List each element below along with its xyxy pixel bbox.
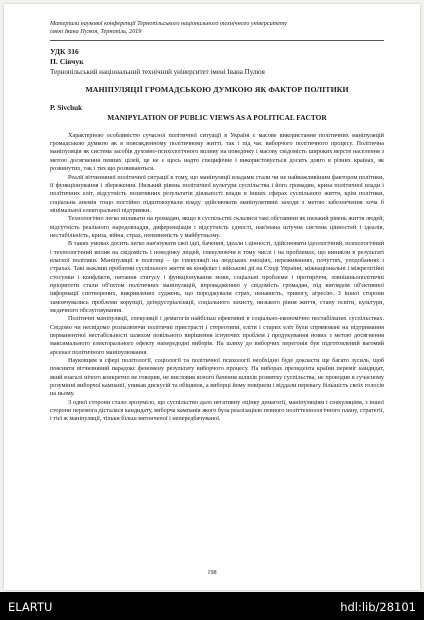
page-number: 198 [207,569,217,576]
body-paragraph: Технологічно легко впливати на громадян, якщо в суспільстві склалися такі обставини як низький рівень життя людей, відсутність реального народовладдя, диференціація і відсутність єдності, нав'язана штучна система цінностей і ідеалів, нестабільність, криза, війна, страх, непевненість у майбутньому. [50,215,384,239]
body-paragraph: Характерною особливістю сучасної політичної ситуації в Україні є масове використання політичних маніпуляцій громадською думкою як в повсякденному політичному житті, так і під час виборчого політичного процесу. Політична маніпуляція як система засобів духовно-психологічного впливу на поведінку і масову свідомість широких верств населення з метою досягнення певних цілей, це не є щось надто специфічне і використовується досить довго в різних країнах, як розвинутих, так і тих що розвиваються. [50,131,384,173]
body-paragraph: В таких умовах досить легко нав'язувати свої ідеї, бачення, ідеали і цінності, здійснювати ідеологічний, психологічний і технологічний вплив на свідомість і поведінку людей, спекулюючи в тому числі і на проблемах, що виникли в результаті власної політики. Маніпуляції в політиці – це спекуляції на людських емоціях, переживаннях, почуттях, уподобаннях і страхах. Такі важливі проблеми суспільного життя як конфлікт і військові дії на Сході України, міжнаціональні і міжрелігійні стосунки і конфлікти, питання статусу і функціонування мови, соціальні проблеми і протиріччя, зовнішньополітичні пріоритети стали об'єктом політичних маніпуляцій, впровадженню у свідомість громадян, під виглядом об'єктивної інформації спотворених, викривлених суджень, що породжували страх, ненависть, тривогу, агресію. З іншої сторони замовчувались проблеми корупції, деіндустріалізації, соціального захисту, низького рівня життя, стану освіти, культури, медичного обслуговування. [50,240,384,314]
conference-header [50,20,384,41]
author-name: П. Сівчук [50,57,84,67]
body-paragraph: З одної сторони стало зрозуміло, що суспільство дало негативну оцінку демагогії, маніпуляціям і спекуляціям, з іншої сторони перемога дісталася кандидату, виборча кампанія якого була реалізацією певного політтехнологічного плану, стратегії, і тієї ж маніпуляції, тільки більш витонченої і непередбачуваної. [50,398,384,423]
repository-name: ELARTU [8,600,53,614]
document-page [4,4,420,590]
article-body [50,132,384,424]
conference-header-line-2: імені Івана Пулюя, Тернопіль, 2019 [50,27,142,35]
repository-footer-bar [0,592,424,620]
body-paragraph: Політичні маніпуляції, спекуляції і демагогія найбільш ефективні в соціально-економічно нестабільних суспільствах. Свідомо чи несвідомо розпалюючи політичні пристрасті і стереотипи, еліти і старих еліт були спрямовані на підтримання перманентної нестабільності шляхом повільного вирішення існуючих проблем і продукування нових з метою досягнення максимального електорального ефекту напередодні виборів. На шляху до виборчих перегонів був підготовлений вагомий арсенал політичного маніпулювання. [50,315,384,356]
author-affiliation: Тернопільський національний технічний університет імені Івана Пулюя [50,68,265,77]
body-paragraph: Реалії вітчизняної політичної ситуації в тому, що маніпуляції владами стали чи не найважливішим фактором політики, її функціонування і збереження. Низький рівень політичної культури суспільства і його громадян, криза політичної влади і політичних еліт, відсутність позитивних результатів діяльності влади в інших сферах суспільного життя, крім політики, соціальна анемія тощо постійно підштовхували владу здійснювати маніпулятивні заходи з метою забезпечення хоча б мінімальної електоральної підтримки. [50,173,384,214]
article-title-english: MANIPYLATION OF PUBLIC VIEWS AS A POLITICAL FACTOR [107,112,327,122]
udk-code: УДК 316 [50,47,79,57]
handle-identifier: hdl:lib/28101 [340,600,416,614]
conference-header-line-1: Матеріали наукової конференції Тернопільського національного технічного університету [50,20,287,27]
article-title-ukrainian: МАНІПУЛЯЦІЇ ГРОМАДСЬКОЮ ДУМКОЮ ЯК ФАКТОР ПОЛІТИКИ [85,85,349,95]
author-name-english: P. Sivchuk [50,104,83,113]
body-paragraph: Науковцям в сфері політології, соціології та політичної психології необхідно буде докласти ще багато зусиль, щоб пояснити вітчизняний парадокс феномену результату виборчого процесу. На виборах президента країни переміг кандидат, який взагалі нічого конкретно не говорив, не висловив ясного бачення шляхів розвитку суспільства, не проводив в сучасному розумінні виборчої кампанії, уникав дискусій та обіцянок, а виборці йому повірили і віддали перевагу більшість своїх голосів на ньому. [50,357,384,398]
page-content [50,20,384,424]
